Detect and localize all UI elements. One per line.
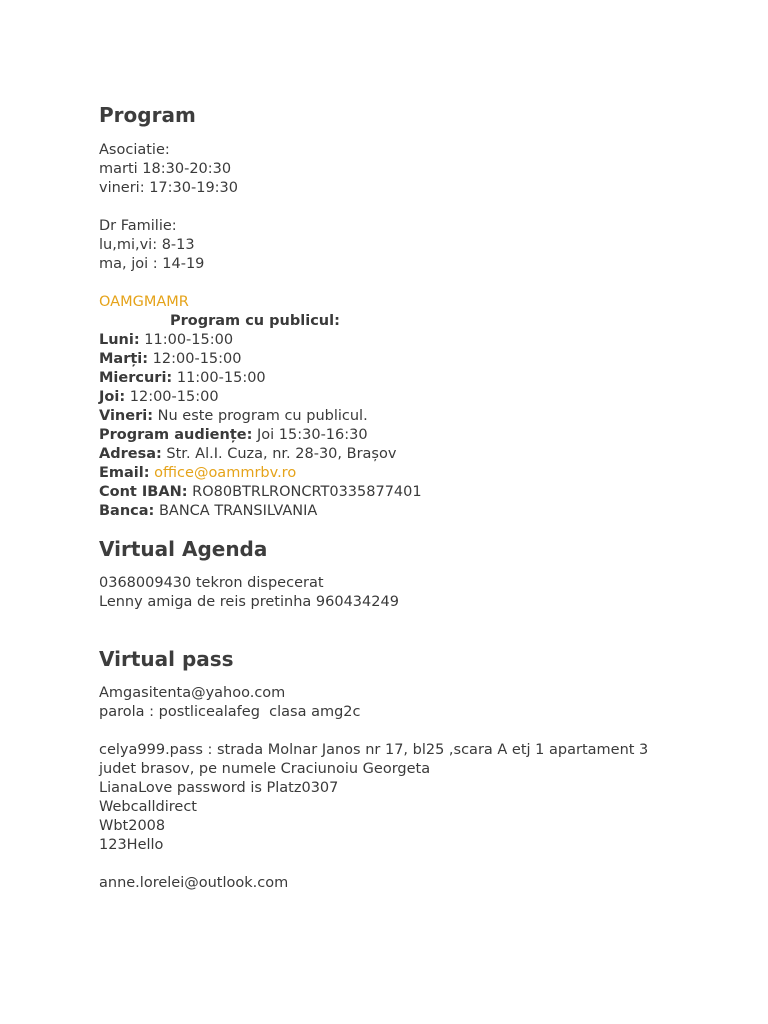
public-program-heading: Program cu publicul: xyxy=(170,313,340,329)
email-row xyxy=(99,464,739,483)
agenda-line-1: 0368009430 tekron dispecerat xyxy=(99,575,324,591)
schedule-hours: 12:00-15:00 xyxy=(125,389,219,405)
iban-row xyxy=(99,483,739,502)
asociatie-label: Asociatie: xyxy=(99,142,170,158)
dr-familie-hours-1: lu,mi,vi: 8-13 xyxy=(99,237,195,253)
pass-line: celya999.pass : strada Molnar Janos nr 17, bl25 ,scara A etj 1 apartament 3 xyxy=(99,742,649,758)
schedule-row xyxy=(99,350,739,369)
dr-familie-hours-2: ma, joi : 14-19 xyxy=(99,256,205,272)
address-value: Str. Al.I. Cuza, nr. 28-30, Brașov xyxy=(161,446,397,462)
agenda-heading: Virtual Agenda xyxy=(99,537,268,561)
pass-line: Amgasitenta@yahoo.com xyxy=(99,685,286,701)
address-label: Adresa: xyxy=(99,446,162,462)
pass-line: anne.lorelei@outlook.com xyxy=(99,875,289,891)
schedule-hours: 11:00-15:00 xyxy=(172,370,266,386)
oamgmamr-link[interactable]: OAMGMAMR xyxy=(99,294,189,310)
schedule-day: Joi: xyxy=(99,389,126,405)
schedule-row xyxy=(99,369,739,388)
asociatie-hours-2: vineri: 17:30-19:30 xyxy=(99,180,239,196)
schedule-hours: Nu este program cu publicul. xyxy=(153,408,368,424)
iban-label: Cont IBAN: xyxy=(99,484,188,500)
schedule-day: Luni: xyxy=(99,332,140,348)
agenda-line-2: Lenny amiga de reis pretinha 960434249 xyxy=(99,594,399,610)
pass-line: parola : postlicealafeg clasa amg2c xyxy=(99,704,361,720)
pass-line: Wbt2008 xyxy=(99,818,166,834)
schedule-hours: 11:00-15:00 xyxy=(139,332,234,348)
dr-familie-label: Dr Familie: xyxy=(99,218,177,234)
bank-value: BANCA TRANSILVANIA xyxy=(154,503,318,519)
audience-row xyxy=(99,426,739,445)
pass-line: LianaLove password is Platz0307 xyxy=(99,780,339,796)
iban-value: RO80BTRLRONCRT0335877401 xyxy=(187,484,422,500)
audience-label: Program audiențe: xyxy=(99,427,253,443)
schedule-row xyxy=(99,388,739,407)
pass-line: 123Hello xyxy=(99,837,164,853)
schedule-row xyxy=(99,331,739,350)
bank-label: Banca: xyxy=(99,503,155,519)
schedule-hours: 12:00-15:00 xyxy=(148,351,242,367)
address-row xyxy=(99,445,739,464)
email-link[interactable]: office@oammrbv.ro xyxy=(154,465,297,481)
document-content xyxy=(99,100,739,893)
email-label: Email: xyxy=(99,465,150,481)
asociatie-hours-1: marti 18:30-20:30 xyxy=(99,161,232,177)
schedule-day: Miercuri: xyxy=(99,370,173,386)
schedule-row xyxy=(99,407,739,426)
bank-row xyxy=(99,502,739,521)
schedule-day: Vineri: xyxy=(99,408,154,424)
pass-heading: Virtual pass xyxy=(99,647,234,671)
pass-line: Webcalldirect xyxy=(99,799,197,815)
pass-line: judet brasov, pe numele Craciunoiu Georgeta xyxy=(99,761,431,777)
program-heading: Program xyxy=(99,103,196,127)
audience-hours: Joi 15:30-16:30 xyxy=(252,427,368,443)
schedule-day: Marți: xyxy=(99,351,149,367)
